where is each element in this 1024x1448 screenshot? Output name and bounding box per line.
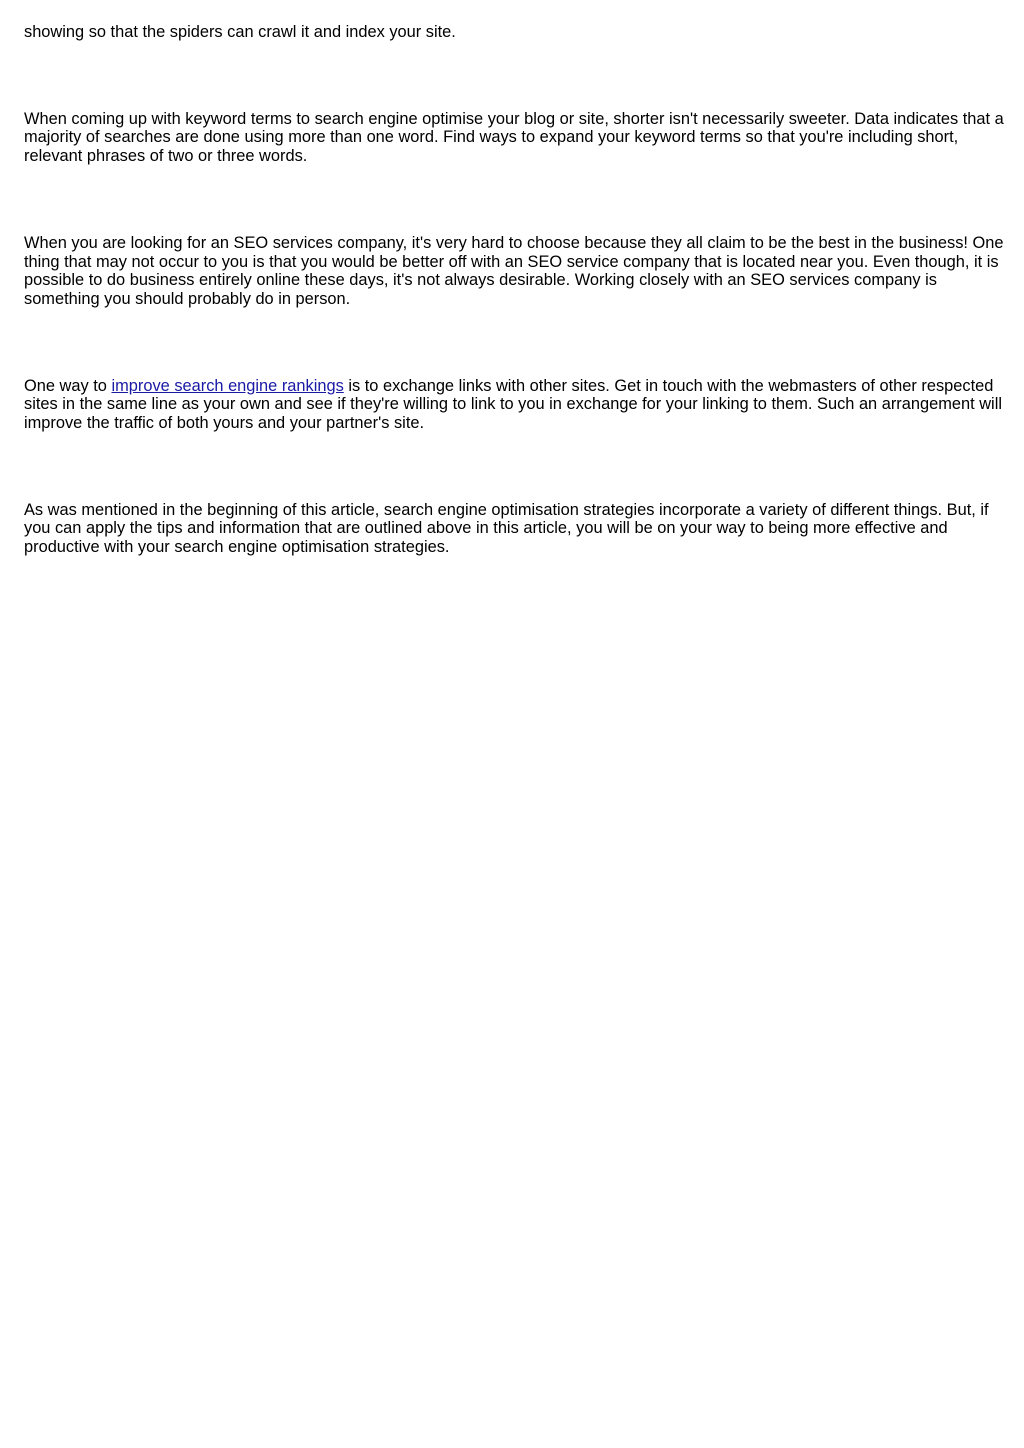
paragraph-text-before-link: One way to bbox=[24, 376, 112, 395]
paragraph-exchange-links bbox=[24, 377, 1004, 433]
paragraph-text-after-link: is to exchange links with other sites. Get in touch with the webmasters of other respected sites in the same line as your own and see if they're willing to link to you in exchange for your linking to them. Such an arrangement will improve the traffic of both yours and your partner's site. bbox=[24, 376, 1002, 433]
paragraph-conclusion: As was mentioned in the beginning of this article, search engine optimisation strategies incorporate a variety of different things. But, if you can apply the tips and information that are outlined above in this article, you will be on your way to being more effective and productive with your search engine optimisation strategies. bbox=[24, 500, 989, 557]
paragraph-seo-services-company: When you are looking for an SEO services company, it's very hard to choose because they all claim to be the best in the business! One thing that may not occur to you is that you would be better off with an SEO service company that is located near you. Even though, it is possible to do business entirely online these days, it's not always desirable. Working closely with an SEO services company is something you should probably do in person. bbox=[24, 233, 1004, 308]
paragraph-keyword-terms: When coming up with keyword terms to search engine optimise your blog or site, shorter isn't necessarily sweeter. Data indicates that a majority of searches are done using more than one word. Find ways to expand your keyword terms so that you're including short, relevant phrases of two or three words. bbox=[24, 109, 1004, 166]
paragraph-spiders-crawl: showing so that the spiders can crawl it and index your site. bbox=[24, 23, 456, 41]
improve-rankings-link[interactable]: improve search engine rankings bbox=[111, 376, 344, 395]
document-page bbox=[24, 23, 1004, 557]
